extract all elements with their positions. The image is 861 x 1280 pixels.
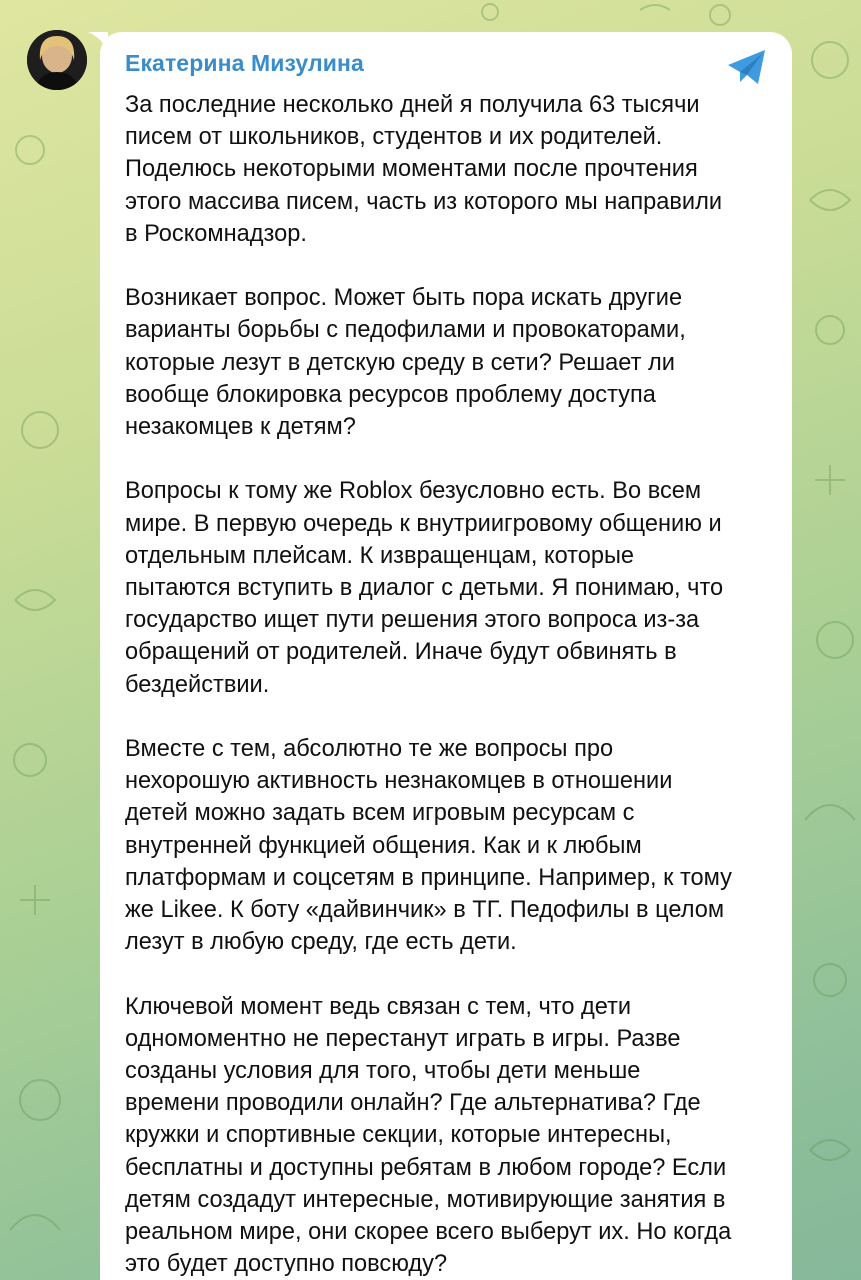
avatar-photo: [27, 30, 87, 90]
author-name[interactable]: Екатерина Мизулина: [125, 50, 364, 76]
paragraph-2: Возникает вопрос. Может быть пора искать другие варианты борьбы с педофилами и провокаторами, которые лезут в детскую среду в сети? Решает ли вообще блокировка ресурсов проблему доступа незакомцев к детям?: [125, 285, 686, 441]
paragraph-5: Ключевой момент ведь связан с тем, что дети одномоментно не перестанут играть в игры. Разве созданы условия для того, чтобы дети меньше времени проводили онлайн? Где альтернатива? Где кружки и спортивные секции, которые интересны, бесплатны и доступны ребятам в любом городе? Если детям создадут интересные, мотивирующие занятия в реальном мире, они скорее всего выберут их. Но когда это будет доступно повсюду?: [125, 993, 732, 1278]
paragraph-3: Вопросы к тому же Roblox безусловно есть. Во всем мире. В первую очередь к внутриигровому общению и отдельным плейсам. К извращенцам, которые пытаются вступить в диалог с детьми. Я понимаю, что государство ищет пути решения этого вопроса из-за обращений от родителей. Иначе будут обвинять в бездействии.: [125, 478, 724, 698]
telegram-share-icon[interactable]: [726, 48, 768, 86]
message-text: [125, 89, 775, 1280]
message-bubble: [100, 32, 792, 1280]
paragraph-1: За последние несколько дней я получила 63 тысячи писем от школьников, студентов и их родителей. Поделюсь некоторыми моментами после прочтения этого массива писем, часть из которого мы направили в Роскомнадзор.: [125, 92, 723, 247]
paragraph-4: Вместе с тем, абсолютно те же вопросы про нехорошую активность незнакомцев в отношении детей можно задать всем игровым ресурсам с внутренней функцией общения. Как и к любым платформам и соцсетям в принципе. Например, к тому же Likee. К боту «дайвинчик» в ТГ. Педофилы в целом лезут в любую среду, где есть дети.: [125, 736, 732, 956]
avatar[interactable]: [27, 30, 87, 90]
